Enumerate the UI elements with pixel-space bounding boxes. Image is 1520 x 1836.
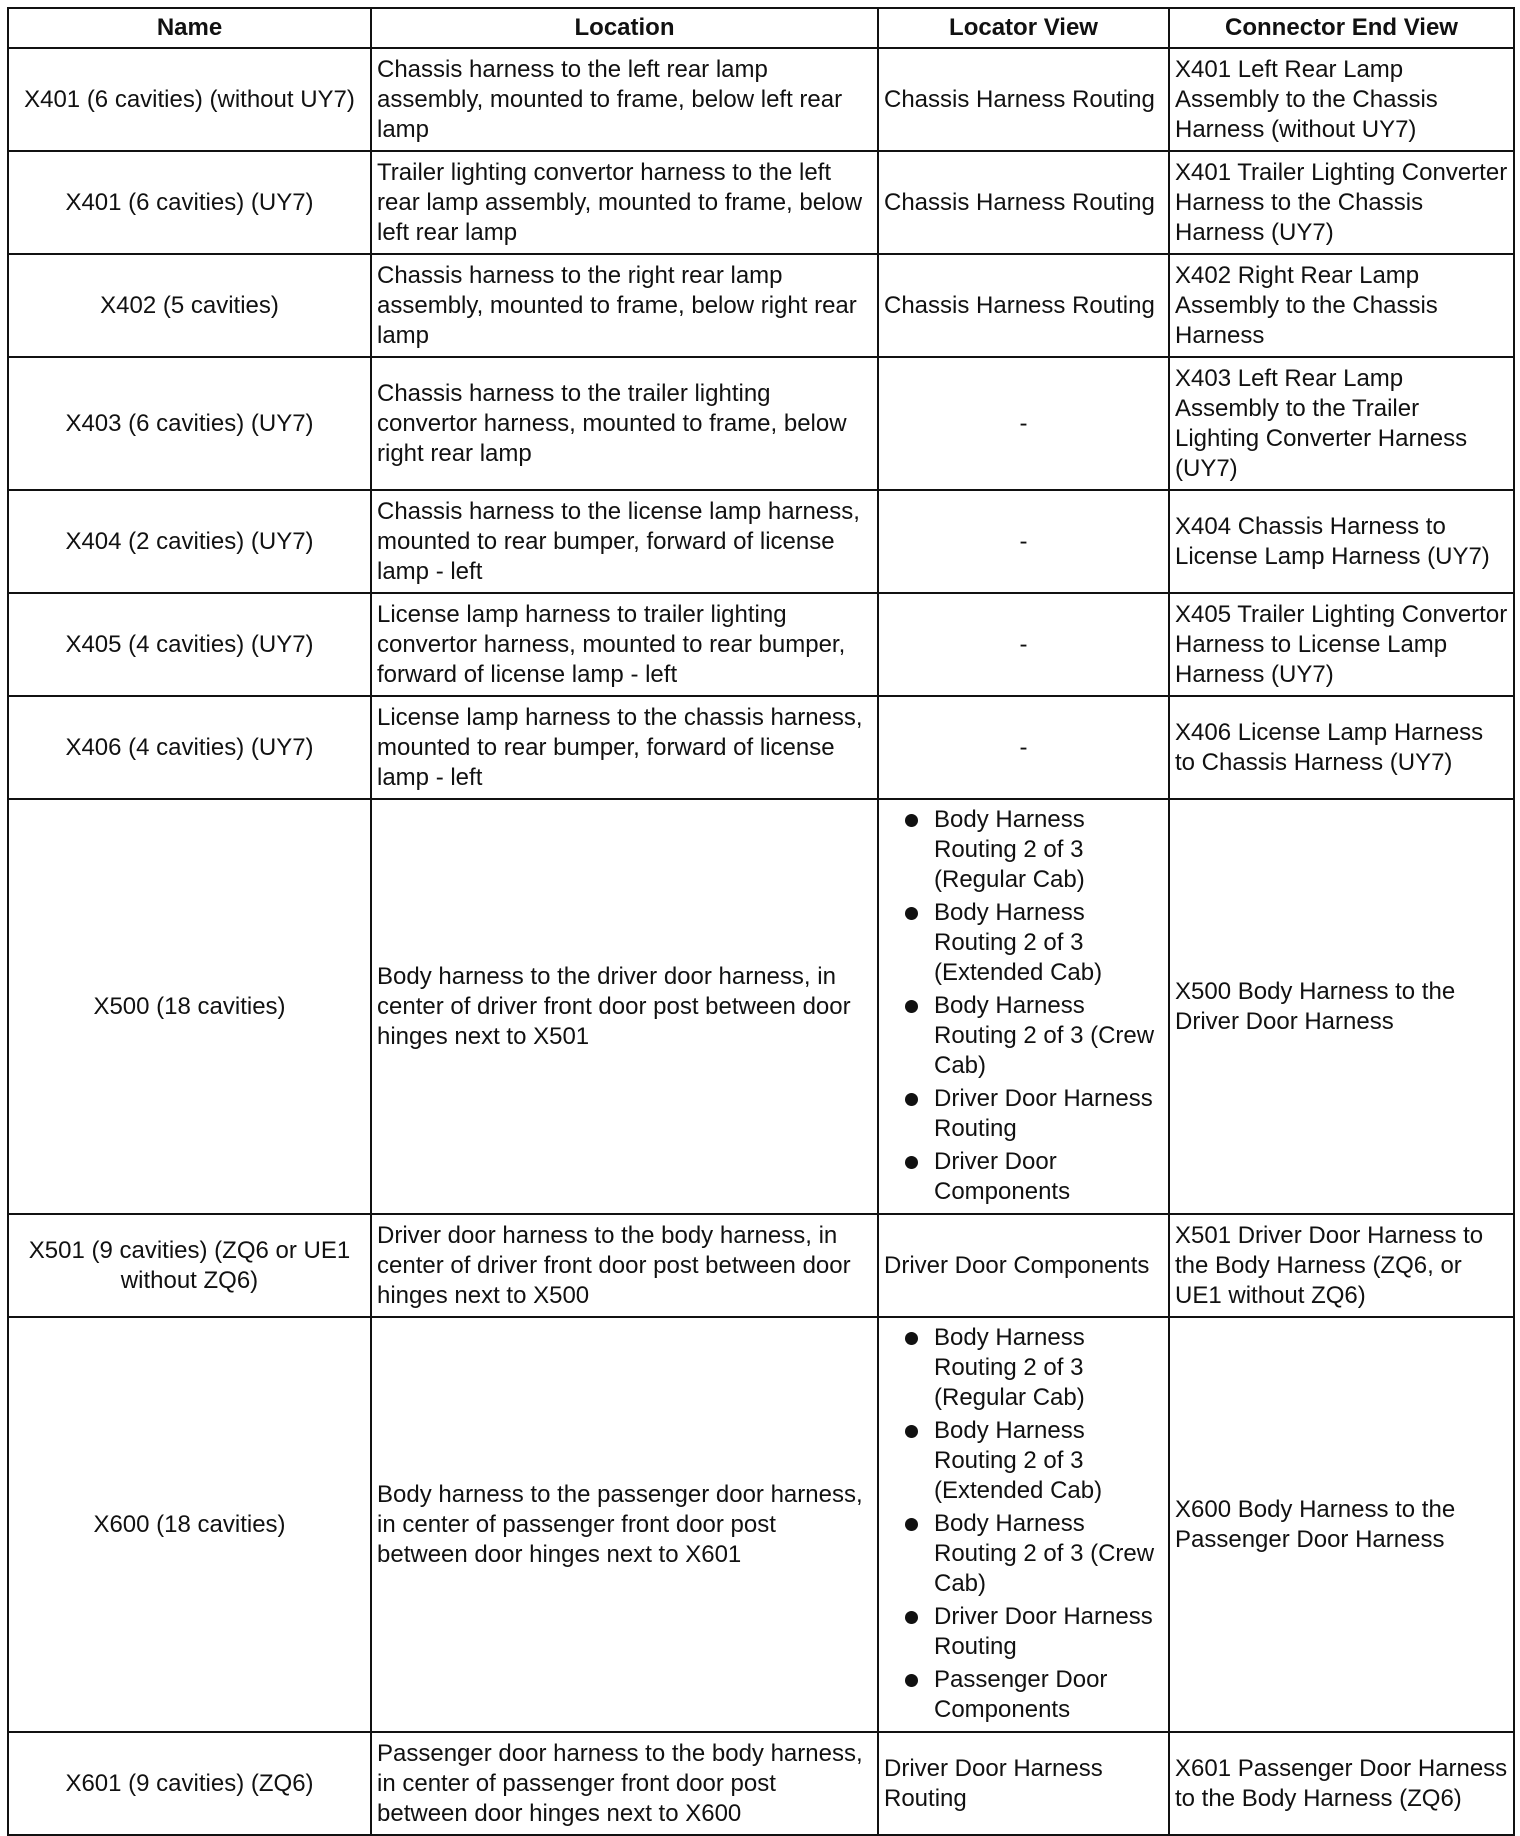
cell-name: X402 (5 cavities) <box>8 254 371 357</box>
locator-view-item: Body Harness Routing 2 of 3 (Regular Cab) <box>884 1323 1163 1413</box>
cell-name: X401 (6 cavities) (UY7) <box>8 151 371 254</box>
cell-location: License lamp harness to trailer lighting convertor harness, mounted to rear bumper, forward of license lamp - left <box>371 593 878 696</box>
cell-name: X403 (6 cavities) (UY7) <box>8 357 371 490</box>
header-row <box>8 8 1514 48</box>
cell-name: X500 (18 cavities) <box>8 799 371 1214</box>
header-location: Location <box>371 8 878 48</box>
locator-view-item: Driver Door Harness Routing <box>884 1602 1163 1662</box>
cell-locator-view: - <box>878 593 1169 696</box>
cell-locator-view: Driver Door Harness Routing <box>878 1732 1169 1835</box>
cell-locator-view: - <box>878 357 1169 490</box>
cell-connector-end-view: X501 Driver Door Harness to the Body Harness (ZQ6, or UE1 without ZQ6) <box>1169 1214 1514 1317</box>
table-row <box>8 151 1514 254</box>
cell-connector-end-view: X405 Trailer Lighting Convertor Harness to License Lamp Harness (UY7) <box>1169 593 1514 696</box>
bullet-icon <box>905 1674 918 1687</box>
cell-locator-view: Chassis Harness Routing <box>878 151 1169 254</box>
table-row <box>8 1214 1514 1317</box>
cell-connector-end-view: X401 Left Rear Lamp Assembly to the Chassis Harness (without UY7) <box>1169 48 1514 151</box>
bullet-icon <box>905 1332 918 1345</box>
bullet-icon <box>905 1000 918 1013</box>
cell-name: X404 (2 cavities) (UY7) <box>8 490 371 593</box>
header-name: Name <box>8 8 371 48</box>
locator-view-list <box>884 805 1163 1207</box>
bullet-icon <box>905 1156 918 1169</box>
cell-location: Chassis harness to the right rear lamp assembly, mounted to frame, below right rear lamp <box>371 254 878 357</box>
cell-location: Body harness to the passenger door harness, in center of passenger front door post between door hinges next to X601 <box>371 1317 878 1732</box>
header-connector-end-view: Connector End View <box>1169 8 1514 48</box>
header-locator-view: Locator View <box>878 8 1169 48</box>
locator-view-item: Body Harness Routing 2 of 3 (Extended Cab) <box>884 898 1163 988</box>
table-row <box>8 357 1514 490</box>
locator-view-item: Driver Door Components <box>884 1147 1163 1207</box>
cell-location: Passenger door harness to the body harness, in center of passenger front door post between door hinges next to X600 <box>371 1732 878 1835</box>
cell-locator-view <box>878 1317 1169 1732</box>
cell-name: X401 (6 cavities) (without UY7) <box>8 48 371 151</box>
table-row <box>8 799 1514 1214</box>
cell-connector-end-view: X601 Passenger Door Harness to the Body Harness (ZQ6) <box>1169 1732 1514 1835</box>
table-row <box>8 490 1514 593</box>
connector-list-table <box>7 7 1515 1836</box>
cell-connector-end-view: X600 Body Harness to the Passenger Door Harness <box>1169 1317 1514 1732</box>
cell-locator-view: Driver Door Components <box>878 1214 1169 1317</box>
cell-locator-view: Chassis Harness Routing <box>878 48 1169 151</box>
cell-connector-end-view: X500 Body Harness to the Driver Door Harness <box>1169 799 1514 1214</box>
cell-location: Driver door harness to the body harness, in center of driver front door post between door hinges next to X500 <box>371 1214 878 1317</box>
locator-view-item: Body Harness Routing 2 of 3 (Extended Cab) <box>884 1416 1163 1506</box>
cell-connector-end-view: X403 Left Rear Lamp Assembly to the Trailer Lighting Converter Harness (UY7) <box>1169 357 1514 490</box>
bullet-icon <box>905 907 918 920</box>
cell-connector-end-view: X402 Right Rear Lamp Assembly to the Chassis Harness <box>1169 254 1514 357</box>
locator-view-list <box>884 1323 1163 1725</box>
locator-view-item: Passenger Door Components <box>884 1665 1163 1725</box>
locator-view-item: Body Harness Routing 2 of 3 (Crew Cab) <box>884 1509 1163 1599</box>
table-row <box>8 696 1514 799</box>
cell-location: Chassis harness to the license lamp harness, mounted to rear bumper, forward of license lamp - left <box>371 490 878 593</box>
bullet-icon <box>905 1611 918 1624</box>
cell-name: X600 (18 cavities) <box>8 1317 371 1732</box>
bullet-icon <box>905 1093 918 1106</box>
table-row <box>8 1732 1514 1835</box>
cell-locator-view: - <box>878 696 1169 799</box>
cell-location: Chassis harness to the left rear lamp assembly, mounted to frame, below left rear lamp <box>371 48 878 151</box>
cell-name: X501 (9 cavities) (ZQ6 or UE1 without ZQ6) <box>8 1214 371 1317</box>
locator-view-item: Body Harness Routing 2 of 3 (Crew Cab) <box>884 991 1163 1081</box>
table-row <box>8 593 1514 696</box>
table-row <box>8 254 1514 357</box>
cell-connector-end-view: X401 Trailer Lighting Converter Harness to the Chassis Harness (UY7) <box>1169 151 1514 254</box>
table-row <box>8 48 1514 151</box>
locator-view-item: Body Harness Routing 2 of 3 (Regular Cab) <box>884 805 1163 895</box>
cell-name: X405 (4 cavities) (UY7) <box>8 593 371 696</box>
cell-location: Trailer lighting convertor harness to the left rear lamp assembly, mounted to frame, below left rear lamp <box>371 151 878 254</box>
bullet-icon <box>905 1518 918 1531</box>
cell-locator-view: Chassis Harness Routing <box>878 254 1169 357</box>
cell-connector-end-view: X406 License Lamp Harness to Chassis Harness (UY7) <box>1169 696 1514 799</box>
bullet-icon <box>905 1425 918 1438</box>
cell-name: X406 (4 cavities) (UY7) <box>8 696 371 799</box>
locator-view-item: Driver Door Harness Routing <box>884 1084 1163 1144</box>
cell-locator-view <box>878 799 1169 1214</box>
cell-name: X601 (9 cavities) (ZQ6) <box>8 1732 371 1835</box>
cell-connector-end-view: X404 Chassis Harness to License Lamp Harness (UY7) <box>1169 490 1514 593</box>
cell-location: License lamp harness to the chassis harness, mounted to rear bumper, forward of license lamp - left <box>371 696 878 799</box>
cell-location: Body harness to the driver door harness, in center of driver front door post between door hinges next to X501 <box>371 799 878 1214</box>
cell-locator-view: - <box>878 490 1169 593</box>
cell-location: Chassis harness to the trailer lighting convertor harness, mounted to frame, below right rear lamp <box>371 357 878 490</box>
table-row <box>8 1317 1514 1732</box>
bullet-icon <box>905 814 918 827</box>
